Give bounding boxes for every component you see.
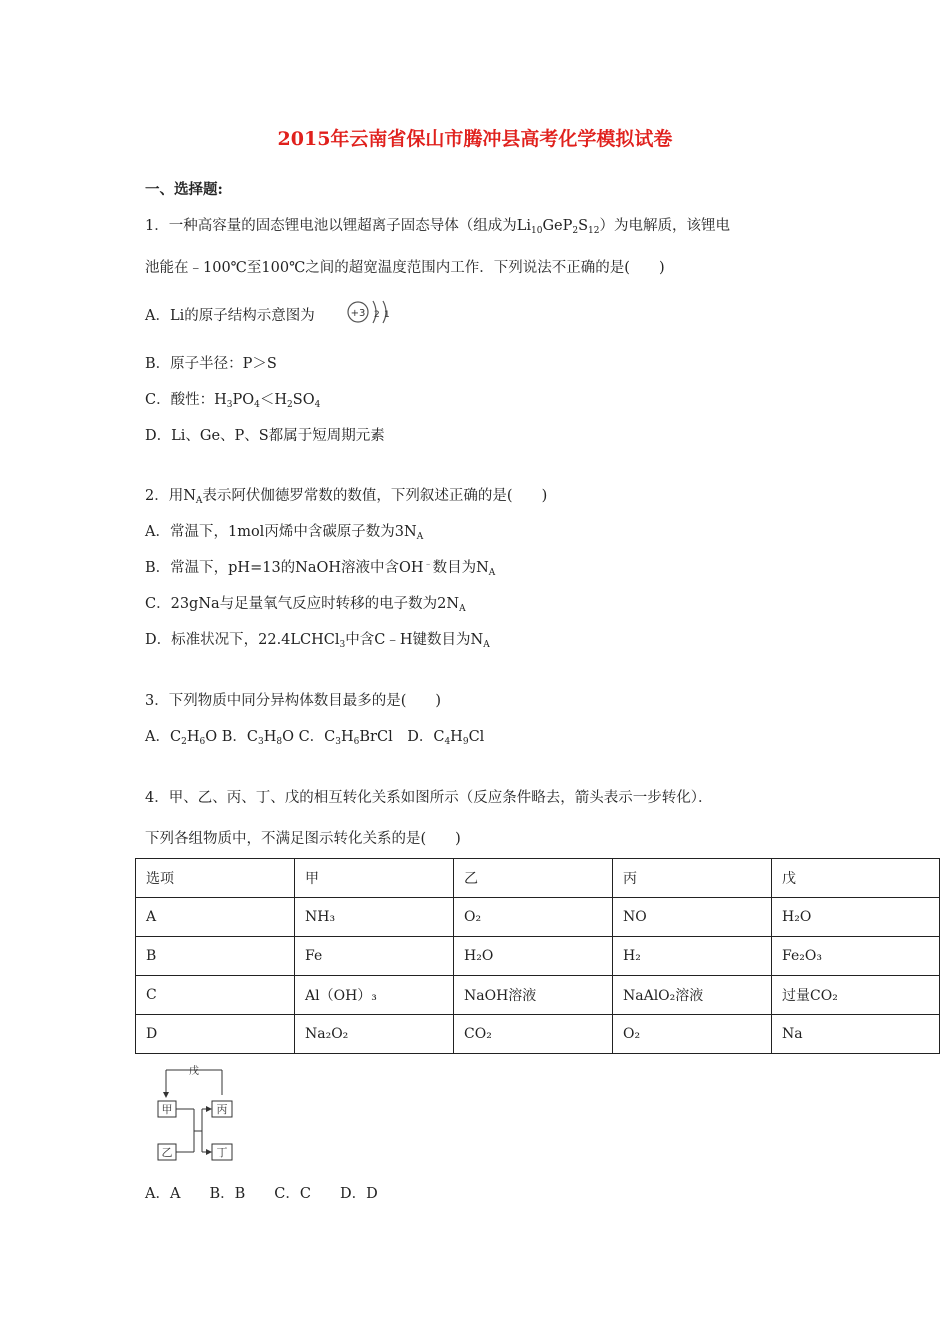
table-cell: C (136, 976, 295, 1015)
q2-a-text: A．常温下，1mol丙烯中含碳原子数为3N (145, 524, 417, 540)
atom-shell2-label: 1 (384, 310, 390, 320)
table-header-cell: 乙 (454, 859, 613, 898)
table-cell: 过量CO₂ (772, 976, 940, 1015)
q2-stem-a: 2．用N (145, 488, 196, 504)
q2-option-a (145, 520, 423, 541)
q1-c-d: SO (292, 392, 315, 408)
q1-sub-p: 2 (572, 226, 579, 236)
transformation-diagram (150, 1065, 250, 1165)
q1-c-s1: 3 (226, 400, 233, 410)
table-cell: H₂O (454, 937, 613, 976)
q2-c-sub: A (459, 604, 466, 614)
table-header-row (136, 859, 940, 898)
q1-c-a: C．酸性：H (145, 392, 227, 408)
table-row (136, 1015, 940, 1054)
q1-option-a: A．Li的原子结构示意图为 (145, 308, 315, 324)
table-cell: Fe₂O₃ (772, 937, 940, 976)
q1-c-c: ＜H (259, 392, 288, 408)
q1-sub-li: 10 (531, 226, 543, 236)
q3-opt-part: O B．C (205, 729, 258, 745)
q3-opt-part: A．C (145, 729, 182, 745)
q3-opt-part: H (341, 729, 354, 745)
table-cell: Fe (295, 937, 454, 976)
q3-opt-sub: 6 (199, 737, 206, 747)
q2-c-text: C．23gNa与足量氧气反应时转移的电子数为2N (145, 596, 460, 612)
diagram-label-jia: 甲 (161, 1103, 173, 1116)
q1-option-c (145, 388, 320, 409)
li-atom-structure-diagram (346, 299, 392, 329)
q1-c-s3: 2 (287, 400, 293, 410)
table-cell: H₂ (613, 937, 772, 976)
atom-shell1-label: 2 (374, 310, 380, 320)
q1-stem-a: 1．一种高容量的固态锂电池以锂超离子固态导体（组成为Li (145, 218, 531, 234)
q2-d-sub2: A (483, 640, 490, 650)
q2-d-text: D．标准状况下，22.4LCHCl (145, 632, 340, 648)
q4-stem-line2: 下列各组物质中，不满足图示转化关系的是( ) (145, 831, 461, 847)
q1-stem-d: ）为电解质，该锂电 (599, 218, 730, 234)
q2-stem (145, 484, 547, 505)
table-header-cell: 丙 (613, 859, 772, 898)
diagram-label-bing: 丙 (216, 1103, 228, 1116)
table-row (136, 976, 940, 1015)
table-cell: CO₂ (454, 1015, 613, 1054)
q2-stem-b: 表示阿伏伽德罗常数的数值，下列叙述正确的是( ) (202, 488, 548, 504)
q1-stem-line2: 池能在﹣100℃至100℃之间的超宽温度范围内工作．下列说法不正确的是( ) (145, 260, 665, 276)
q1-stem-line1 (145, 214, 730, 235)
page-title: 2015年云南省保山市腾冲县高考化学模拟试卷 (277, 128, 673, 150)
q4-options-table (135, 858, 940, 1054)
q4-stem-line1: 4．甲、乙、丙、丁、戊的相互转化关系如图所示（反应条件略去，箭头表示一步转化）． (145, 790, 713, 806)
table-cell: NaOH溶液 (454, 976, 613, 1015)
q3-options (145, 725, 484, 746)
table-cell: O₂ (613, 1015, 772, 1054)
q2-b-sub: A (488, 568, 496, 578)
section-heading: 一、选择题: (145, 181, 223, 198)
diagram-label-wu: 戊 (189, 1066, 199, 1077)
q3-opt-part: H (186, 729, 200, 745)
table-cell: Al（OH）₃ (295, 976, 454, 1015)
q2-stem-sub: A (195, 496, 203, 506)
q3-opt-part: Cl (468, 729, 485, 745)
q1-c-b: PO (232, 392, 255, 408)
q3-opt-sub: 6 (353, 737, 360, 747)
table-header-cell: 戊 (772, 859, 940, 898)
q1-option-b: B．原子半径：P＞S (145, 356, 277, 372)
table-header-cell: 选项 (136, 859, 295, 898)
q2-option-c (145, 592, 466, 613)
q2-b-text: B．常温下，pH=13的NaOH溶液中含OH (145, 560, 424, 576)
q2-b-sup: ﹣ (423, 560, 433, 570)
table-cell: NaAlO₂溶液 (613, 976, 772, 1015)
q2-d-sub1: 3 (339, 640, 346, 650)
table-row (136, 898, 940, 937)
q2-b-text2: 数目为N (432, 560, 489, 576)
q2-option-d (145, 628, 490, 649)
q2-d-text2: 中含C﹣H键数目为N (345, 632, 484, 648)
q1-option-d: D．Li、Ge、P、S都属于短周期元素 (145, 428, 385, 444)
q3-opt-sub: 3 (257, 737, 264, 747)
q3-opt-sub: 8 (276, 737, 283, 747)
table-cell: D (136, 1015, 295, 1054)
table-cell: O₂ (454, 898, 613, 937)
q3-opt-sub: 3 (335, 737, 341, 747)
table-cell: A (136, 898, 295, 937)
q1-sub-s: 12 (588, 226, 600, 236)
q3-opt-part: BrCl D．C (359, 729, 445, 745)
table-row (136, 937, 940, 976)
table-cell: B (136, 937, 295, 976)
q3-stem: 3．下列物质中同分异构体数目最多的是( ) (145, 693, 442, 709)
q3-opt-part: O C．C (282, 729, 336, 745)
table-cell: Na (772, 1015, 940, 1054)
q3-opt-sub: 4 (444, 737, 451, 747)
q3-opt-sub: 9 (462, 737, 469, 747)
table-cell: NO (613, 898, 772, 937)
q1-c-s2: 4 (254, 400, 260, 410)
table-header-cell: 甲 (295, 859, 454, 898)
q2-option-b (145, 556, 495, 577)
q1-c-s4: 4 (314, 400, 321, 410)
q2-a-sub: A (416, 532, 424, 542)
diagram-label-yi: 乙 (161, 1146, 173, 1159)
q1-stem-b: GeP (542, 218, 573, 234)
diagram-label-ding: 丁 (216, 1146, 228, 1159)
atom-nucleus-label: +3 (350, 308, 366, 319)
table-cell: Na₂O₂ (295, 1015, 454, 1054)
q1-stem-c: S (578, 218, 589, 234)
q4-answer-options: A．A B．B C．C D．D (145, 1186, 378, 1202)
q3-opt-sub: 2 (181, 737, 187, 747)
q3-opt-part: H (263, 729, 277, 745)
q3-opt-part: H (450, 729, 463, 745)
table-cell: NH₃ (295, 898, 454, 937)
table-cell: H₂O (772, 898, 940, 937)
